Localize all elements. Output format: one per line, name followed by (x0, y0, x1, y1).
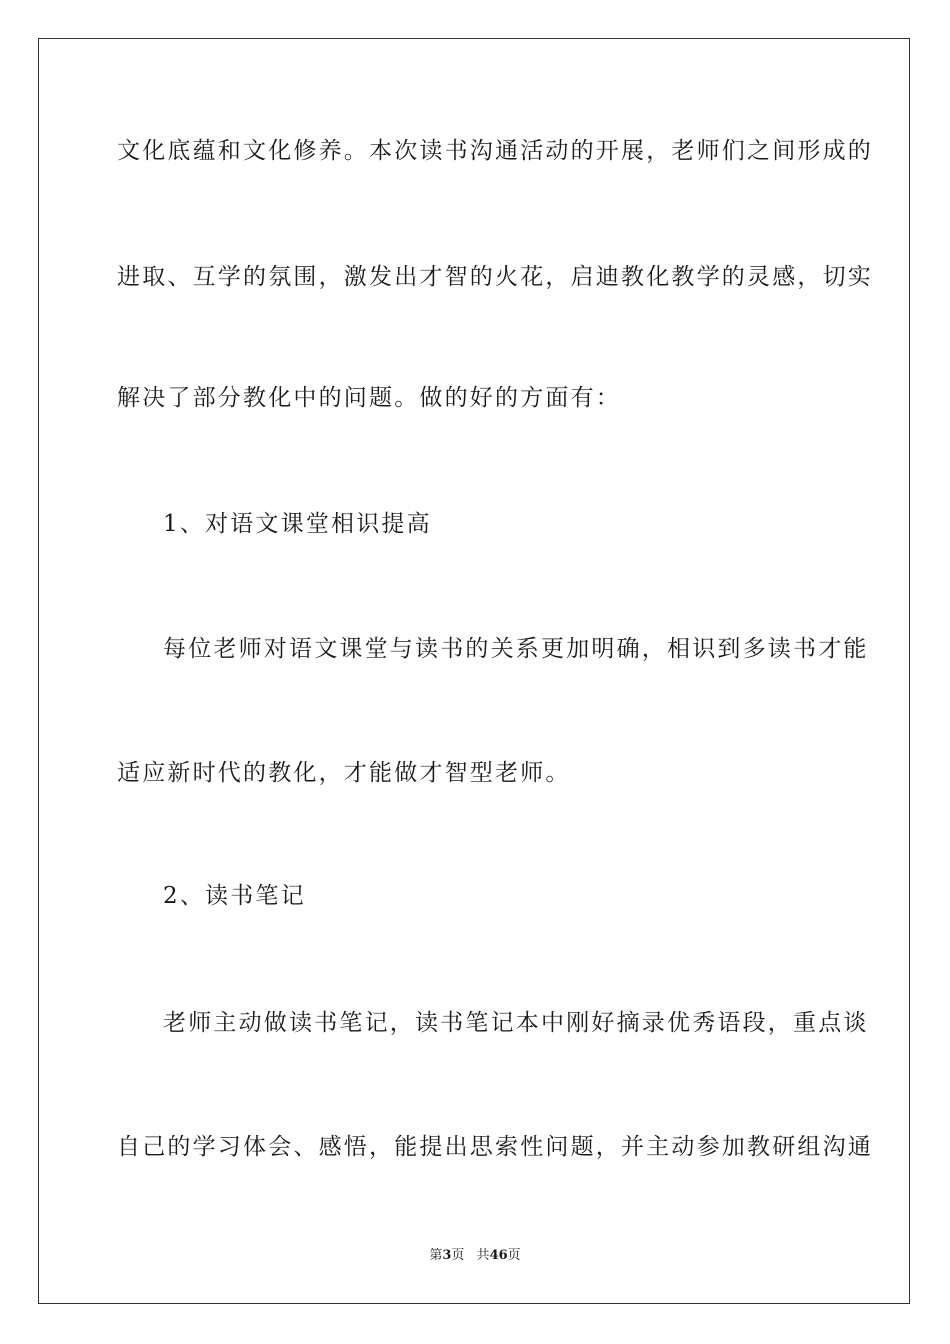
section-heading-1: 1、对语文课堂相识提高 (163, 511, 432, 537)
body-line-1: 文化底蕴和文化修养。本次读书沟通活动的开展，老师们之间形成的 (117, 138, 873, 164)
body-line-5: 适应新时代的教化，才能做才智型老师。 (117, 760, 571, 786)
page-footer (0, 1247, 950, 1265)
total-pages-indicator: 共46页 (476, 1248, 521, 1263)
page-indicator: 第3页 (429, 1248, 465, 1263)
section-heading-2: 2、读书笔记 (163, 883, 306, 909)
body-line-3: 解决了部分教化中的问题。做的好的方面有： (117, 385, 621, 411)
page-border (38, 38, 910, 1304)
body-line-6: 老师主动做读书笔记，读书笔记本中刚好摘录优秀语段，重点谈 (163, 1010, 869, 1036)
body-line-4: 每位老师对语文课堂与读书的关系更加明确，相识到多读书才能 (163, 636, 869, 662)
body-line-7: 自己的学习体会、感悟，能提出思索性问题，并主动参加教研组沟通 (117, 1134, 873, 1160)
body-line-2: 进取、互学的氛围，激发出才智的火花，启迪教化教学的灵感，切实 (117, 264, 873, 290)
